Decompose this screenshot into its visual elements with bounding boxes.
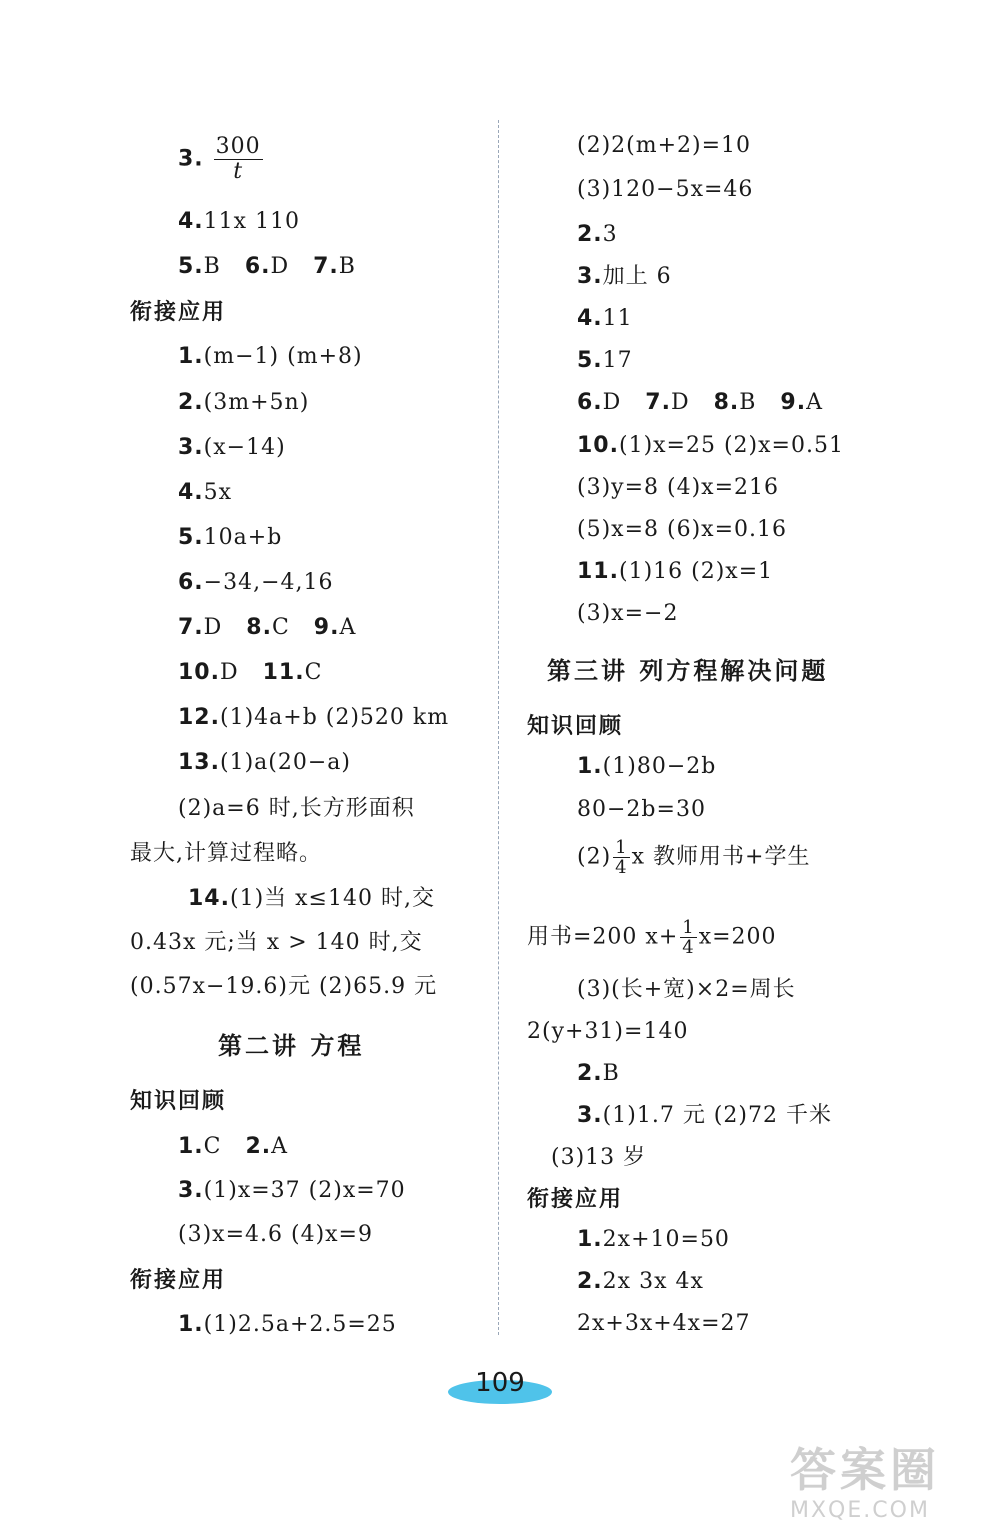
apply-answer-5: 5.10a+b (178, 525, 283, 550)
apply-answer-4: 4.11 (577, 306, 633, 331)
apply-answer-1: 1.2x+10=50 (577, 1227, 730, 1252)
review-answer-1: 1.(1)80−2b (577, 754, 717, 779)
review-answer-1-line5: (3)(长+宽)×2=周长 (577, 977, 796, 1002)
apply-answer-14-line3: (0.57x−19.6)元 (2)65.9 元 (130, 974, 438, 999)
apply-answer-10-11: 10.D 11.C (178, 660, 323, 685)
watermark-site: MXQE.COM (790, 1498, 930, 1523)
apply-answer-13: 13.(1)a(20−a) (178, 750, 351, 775)
answer-4: 4.11x 110 (178, 209, 301, 234)
apply-answer-3: 3.(x−14) (178, 435, 286, 460)
apply-answer-10: 10.(1)x=25 (2)x=0.51 (577, 433, 844, 458)
apply-answer-10-line3: (5)x=8 (6)x=0.16 (577, 517, 787, 542)
section-heading-apply: 衔接应用 (527, 1187, 624, 1212)
apply-answer-1: 1.(m−1) (m+8) (178, 344, 363, 369)
review-answer-1-line3: (2) $\frac{1}{4}$ x 教师用书+学生 (577, 837, 811, 878)
watermark-logo: 答案圈 (790, 1443, 940, 1497)
section-heading-review: 知识回顾 (527, 714, 624, 739)
chapter-heading-3: 第三讲 列方程解决问题 (547, 657, 829, 685)
section-heading-apply: 衔接应用 (130, 300, 227, 325)
section-heading-apply: 衔接应用 (130, 1268, 227, 1293)
apply-answer-3: 3.加上 6 (577, 264, 672, 289)
apply-answer-1-line2: (2)2(m+2)=10 (577, 133, 752, 158)
apply-answer-5: 5.17 (577, 348, 633, 373)
review-answer-2: 2.B (577, 1061, 620, 1086)
apply-answer-2: 2.2x 3x 4x (577, 1269, 704, 1294)
apply-answer-14: 14.(1)当 x≤140 时,交 (188, 886, 435, 911)
column-divider (498, 120, 499, 1335)
fraction: $\frac{1}{4}$ (682, 917, 695, 958)
apply-answer-6-9: 6.D 7.D 8.B 9.A (577, 390, 823, 415)
apply-answer-13-line2: (2)a=6 时,长方形面积 (178, 796, 415, 821)
apply-answer-14-line2: 0.43x 元;当 x > 140 时,交 (130, 930, 423, 955)
chapter-heading-2: 第二讲 方程 (218, 1032, 365, 1060)
answer-5-7: 5.B 6.D 7.B (178, 254, 356, 279)
watermark (790, 1440, 990, 1525)
review-answer-3: 3.(1)1.7 元 (2)72 千米 (577, 1103, 832, 1128)
review-answer-3-line2: (3)x=4.6 (4)x=9 (178, 1222, 373, 1247)
apply-answer-12: 12.(1)4a+b (2)520 km (178, 705, 450, 730)
apply-answer-11-line2: (3)x=−2 (577, 601, 679, 626)
section-heading-review: 知识回顾 (130, 1089, 227, 1114)
review-answer-1-line2: 80−2b=30 (577, 797, 706, 822)
apply-answer-2-line2: 2x+3x+4x=27 (577, 1311, 751, 1336)
review-answer-3: 3.(1)x=37 (2)x=70 (178, 1178, 406, 1203)
fraction: $\frac{300}{t}$ (215, 134, 261, 184)
apply-answer-6: 6.−34,−4,16 (178, 570, 334, 595)
apply-answer-11: 11.(1)16 (2)x=1 (577, 559, 774, 584)
apply-answer-4: 4.5x (178, 480, 233, 505)
page-number: 109 (475, 1368, 525, 1398)
apply-answer-10-line2: (3)y=8 (4)x=216 (577, 475, 780, 500)
review-answer-1-2: 1.C 2.A (178, 1134, 289, 1159)
review-answer-1-line4: 用书=200 x+ $\frac{1}{4}$ x=200 (527, 917, 777, 958)
apply-answer-1: 1.(1)2.5a+2.5=25 (178, 1312, 397, 1337)
apply-answer-7-9: 7.D 8.C 9.A (178, 615, 357, 640)
review-answer-1-line6: 2(y+31)=140 (527, 1019, 689, 1044)
apply-answer-2: 2.(3m+5n) (178, 390, 310, 415)
fraction: $\frac{1}{4}$ (615, 837, 628, 878)
review-answer-3-line2: (3)13 岁 (551, 1145, 647, 1170)
apply-answer-1-line3: (3)120−5x=46 (577, 177, 754, 202)
apply-answer-2: 2.3 (577, 222, 618, 247)
apply-answer-13-line3: 最大,计算过程略。 (130, 841, 322, 866)
answer-3: 3. $\frac{300}{t}$ (178, 134, 261, 184)
